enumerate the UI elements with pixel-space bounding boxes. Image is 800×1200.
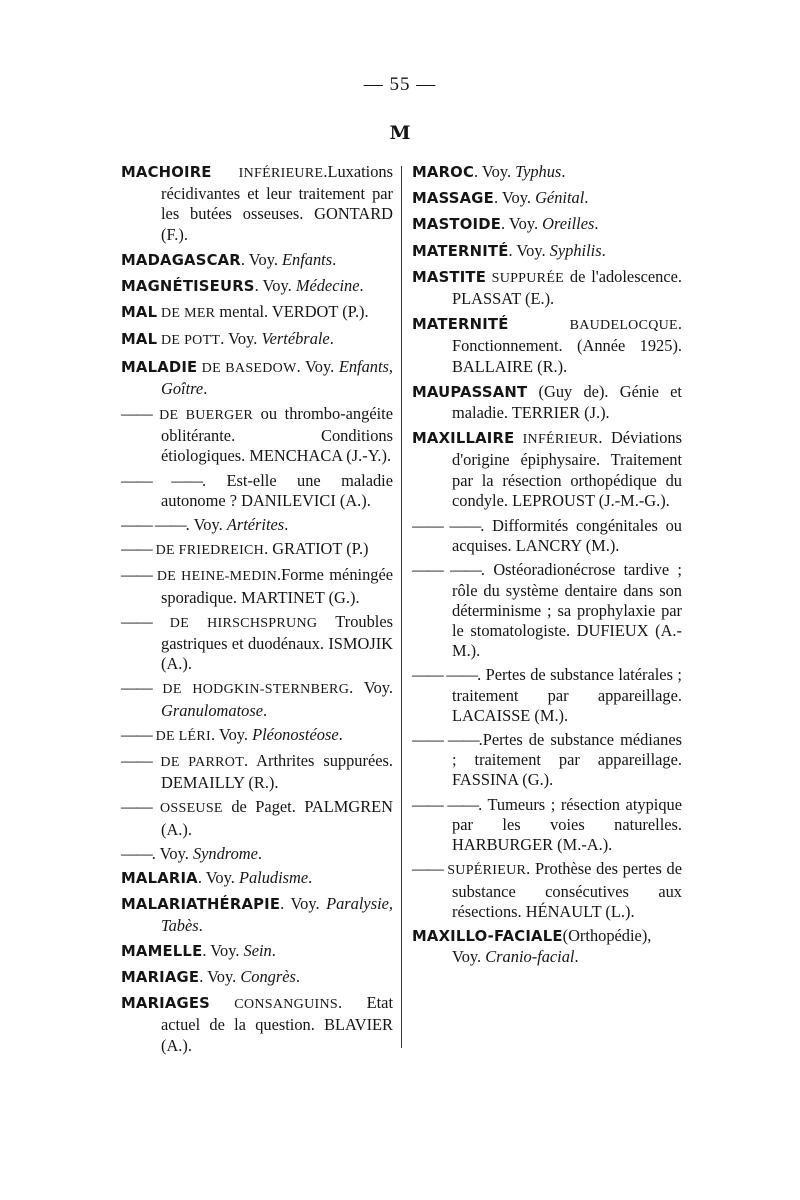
index-entry xyxy=(121,797,393,839)
entry-text: . Voy. xyxy=(254,276,296,296)
entry-qualifier: INFÉRIEUR xyxy=(514,432,599,448)
entry-qualifier: CONSANGUINS xyxy=(210,997,338,1013)
entry-headword: MAGNÉTISEURS xyxy=(121,278,255,296)
entry-text: . Prothèse des pertes de substance consécutives aux résections. HÉNAULT (L.). xyxy=(452,859,683,921)
entry-end: . xyxy=(332,249,337,269)
entry-end: . xyxy=(257,843,262,863)
entry-end: . xyxy=(601,240,606,260)
index-entry xyxy=(121,725,393,747)
left-column xyxy=(121,162,393,1061)
entry-reference: Cranio-facial xyxy=(485,947,575,967)
index-entry xyxy=(412,516,682,556)
entry-headword: MATERNITÉ xyxy=(412,316,509,334)
entry-qualifier: DE BUERGER xyxy=(151,408,254,424)
entry-ditto: —— xyxy=(412,859,443,879)
entry-text: . Voy. xyxy=(197,868,239,888)
entry-text: . Voy. xyxy=(296,356,339,376)
index-entry xyxy=(412,214,682,235)
index-entry xyxy=(121,678,393,720)
entry-ditto: —— xyxy=(121,611,152,631)
index-entry xyxy=(121,329,393,351)
entry-end: . xyxy=(561,162,566,181)
entry-text: . Voy. xyxy=(349,678,394,698)
entry-end: . xyxy=(263,700,268,720)
index-entry xyxy=(121,868,393,889)
entry-qualifier: DE BASEDOW xyxy=(197,360,297,376)
entry-headword: MASSAGE xyxy=(412,190,494,208)
entry-text: de l'adolescence. PLASSAT (E.). xyxy=(452,266,682,309)
entry-text: . Voy. xyxy=(202,940,244,960)
entry-text: ou thrombo-angéite oblitérante. Conditions étiologiques. MENCHACA (J.-Y.). xyxy=(161,404,393,466)
index-entry xyxy=(412,428,682,511)
entry-text: . Etat actuel de la question. BLAVIER (A.). xyxy=(161,993,393,1055)
entry-text: de Paget. PALMGREN (A.). xyxy=(161,797,393,839)
entry-reference: Médecine xyxy=(295,276,360,296)
entry-headword: MAROC xyxy=(412,164,475,181)
entry-headword: MALADIE xyxy=(121,358,198,376)
entry-headword: MALARIATHÉRAPIE xyxy=(121,896,281,914)
entry-ditto: —— —— xyxy=(412,665,478,685)
entry-end: . xyxy=(584,188,589,208)
index-entry xyxy=(121,250,393,271)
entry-text: . Voy. xyxy=(474,162,516,181)
entry-qualifier: SUPPURÉE xyxy=(486,270,565,286)
entry-ditto: —— —— xyxy=(412,516,481,536)
entry-qualifier: DE HIRSCHSPRUNG xyxy=(151,615,318,631)
entry-end: . xyxy=(574,947,579,967)
entry-qualifier: DE HEINE-MEDIN xyxy=(151,569,278,585)
entry-text: (Guy de). Génie et maladie. TERRIER (J.). xyxy=(452,381,682,423)
entry-text: . Pertes de substance latérales ; traitement par appareillage. LACAISSE (M.). xyxy=(452,665,682,725)
entry-text: . Difformités congénitales ou acquises. LANCRY (M.). xyxy=(452,516,682,556)
entry-text: .Luxations récidivantes et leur traitement par les butées osseuses. GONTARD (F.). xyxy=(161,162,393,244)
index-entry xyxy=(121,471,393,511)
entry-text: . Voy. xyxy=(210,724,253,744)
index-entry xyxy=(121,751,393,793)
index-entry xyxy=(121,941,393,962)
entry-ditto: —— xyxy=(121,539,152,559)
entry-headword: MATERNITÉ xyxy=(412,242,509,260)
entry-end: . xyxy=(329,329,334,349)
entry-headword: MAXILLAIRE xyxy=(412,430,515,448)
entry-reference: Vertébrale xyxy=(261,329,330,349)
entry-text: . Arthrites suppurées. DEMAILLY (R.). xyxy=(161,751,393,793)
entry-reference: Pléonostéose xyxy=(252,724,339,744)
entry-headword: MAXILLO-FACIALE xyxy=(412,927,563,945)
entry-headword: MARIAGE xyxy=(121,968,200,986)
entry-text: . GRATIOT (P.) xyxy=(264,539,369,559)
entry-ditto: —— —— xyxy=(121,515,186,535)
entry-qualifier: DE MER xyxy=(157,306,216,322)
entry-text: . Voy. xyxy=(501,214,543,234)
entry-ditto: —— xyxy=(121,797,152,817)
index-entry xyxy=(121,844,393,864)
index-entry xyxy=(412,241,682,262)
entry-end: . xyxy=(203,378,208,398)
index-entry xyxy=(412,267,682,309)
entry-text: .Pertes de substance médianes ; traitement par appareillage. FASSINA (G.). xyxy=(452,730,682,790)
entry-headword: MALARIA xyxy=(121,870,198,888)
entry-reference: Congrès xyxy=(240,966,296,986)
entry-qualifier: DE LÉRI xyxy=(151,728,211,744)
entry-ditto: —— xyxy=(121,404,152,424)
entry-reference: Syphilis xyxy=(549,240,602,260)
entry-text: . Tumeurs ; résection atypique par les voies naturelles. HARBURGER (M.-A.). xyxy=(452,794,682,855)
entry-qualifier: INFÉRIEURE xyxy=(211,166,324,181)
entry-headword: MASTITE xyxy=(412,268,487,286)
entry-reference: Oreilles xyxy=(542,214,595,234)
entry-reference: Artérites xyxy=(226,515,285,535)
entry-reference: Enfants, Goître xyxy=(161,356,393,398)
index-entry xyxy=(121,162,393,245)
entry-text: . Voy. xyxy=(185,515,227,535)
index-entry xyxy=(121,515,393,535)
entry-end: . xyxy=(295,966,301,986)
entry-reference: Syndrome xyxy=(192,843,258,863)
entry-reference: Enfants xyxy=(282,249,333,269)
entry-text: .Forme méningée sporadique. MARTINET (G.). xyxy=(161,565,394,607)
entry-text: mental. VERDOT (P.). xyxy=(215,302,369,322)
index-entry xyxy=(412,162,682,183)
entry-reference: Paralysie, Tabès xyxy=(161,894,393,935)
entry-end: . xyxy=(198,915,203,935)
entry-qualifier: DE POTT xyxy=(157,333,221,349)
entry-end: . xyxy=(284,515,289,535)
entry-ditto: —— —— xyxy=(412,560,481,580)
entry-text: . Ostéoradionécrose tardive ; rôle du système dentaire dans son déterminisme ; sa prophylaxie par le stomatologiste. DUFIEUX (A.-M.). xyxy=(452,560,682,661)
entry-text: . Déviations d'origine épiphysaire. Traitement par la résection orthopédique du condyle. LEPROUST (J.-M.-G.). xyxy=(452,428,682,510)
index-entry xyxy=(412,188,682,209)
entry-headword: MARIAGES xyxy=(121,995,211,1013)
entry-ditto: —— xyxy=(121,724,152,744)
entry-qualifier: DE PARROT xyxy=(151,755,245,771)
entry-reference: Génital xyxy=(535,188,585,208)
entry-qualifier: OSSEUSE xyxy=(151,801,223,817)
entry-text: . Voy. xyxy=(508,240,550,260)
entry-text: . Est-elle une maladie autonome ? DANILEVICI (A.). xyxy=(161,470,393,510)
section-letter: M xyxy=(389,122,411,144)
index-entry xyxy=(121,894,393,935)
entry-end: . xyxy=(338,724,343,744)
entry-headword: MAMELLE xyxy=(121,942,203,960)
entry-headword: MAL xyxy=(121,304,158,322)
entry-headword: MASTOIDE xyxy=(412,216,502,234)
index-entry xyxy=(412,730,682,791)
entry-end: . xyxy=(308,868,313,888)
index-entry xyxy=(121,357,393,399)
index-entry xyxy=(121,967,393,988)
entry-end: . xyxy=(594,214,599,234)
entry-headword: MADAGASCAR xyxy=(121,251,241,269)
entry-ditto: —— xyxy=(121,678,152,698)
index-entry xyxy=(121,565,393,607)
entry-ditto: —— xyxy=(121,565,152,585)
entry-reference: Granulomatose xyxy=(161,700,263,720)
index-entry xyxy=(121,276,393,297)
entry-text: . Voy. xyxy=(199,966,241,986)
entry-headword: MAUPASSANT xyxy=(412,383,528,401)
entry-text: (Orthopédie), Voy. xyxy=(452,925,652,967)
page-number: — 55 — xyxy=(363,74,437,95)
entry-headword: MAL xyxy=(121,331,158,349)
entry-text: Troubles gastriques et duodénaux. ISMOJIK (A.). xyxy=(161,611,393,674)
entry-reference: Paludisme xyxy=(238,868,309,888)
entry-ditto: —— xyxy=(121,751,152,771)
index-entry xyxy=(412,665,682,726)
index-entry xyxy=(412,560,682,661)
right-column xyxy=(412,162,682,972)
entry-end: . xyxy=(271,940,276,960)
entry-text: . Fonctionnement. (Année 1925). BALLAIRE (R.). xyxy=(452,314,682,376)
index-entry xyxy=(121,993,393,1056)
index-entry xyxy=(412,926,682,967)
index-entry xyxy=(121,612,393,675)
entry-reference: Typhus xyxy=(515,162,562,181)
entry-ditto: —— xyxy=(121,843,152,863)
index-entry xyxy=(412,795,682,856)
entry-text: . Voy. xyxy=(151,843,193,863)
entry-text: . Voy. xyxy=(220,329,262,349)
index-entry xyxy=(121,539,393,561)
index-entry xyxy=(121,404,393,467)
index-entry xyxy=(412,382,682,423)
index-entry xyxy=(121,302,393,324)
entry-text: . Voy. xyxy=(493,188,536,208)
entry-qualifier: DE HODGKIN-STERNBERG xyxy=(151,682,350,698)
entry-ditto: —— —— xyxy=(412,730,479,750)
entry-end: . xyxy=(359,276,364,296)
entry-ditto: —— —— xyxy=(412,794,479,814)
entry-text: . Voy. xyxy=(240,249,283,269)
entry-ditto: —— —— xyxy=(121,470,202,490)
entry-qualifier: SUPÉRIEUR xyxy=(442,863,527,879)
entry-reference: Sein xyxy=(243,940,272,960)
entry-headword: MACHOIRE xyxy=(121,164,212,181)
index-entry xyxy=(412,314,682,377)
index-entry xyxy=(412,859,682,922)
entry-qualifier: BAUDELOCQUE xyxy=(508,318,678,334)
column-divider xyxy=(401,166,402,1048)
entry-text: . Voy. xyxy=(280,894,327,914)
entry-qualifier: DE FRIEDREICH xyxy=(151,543,265,559)
